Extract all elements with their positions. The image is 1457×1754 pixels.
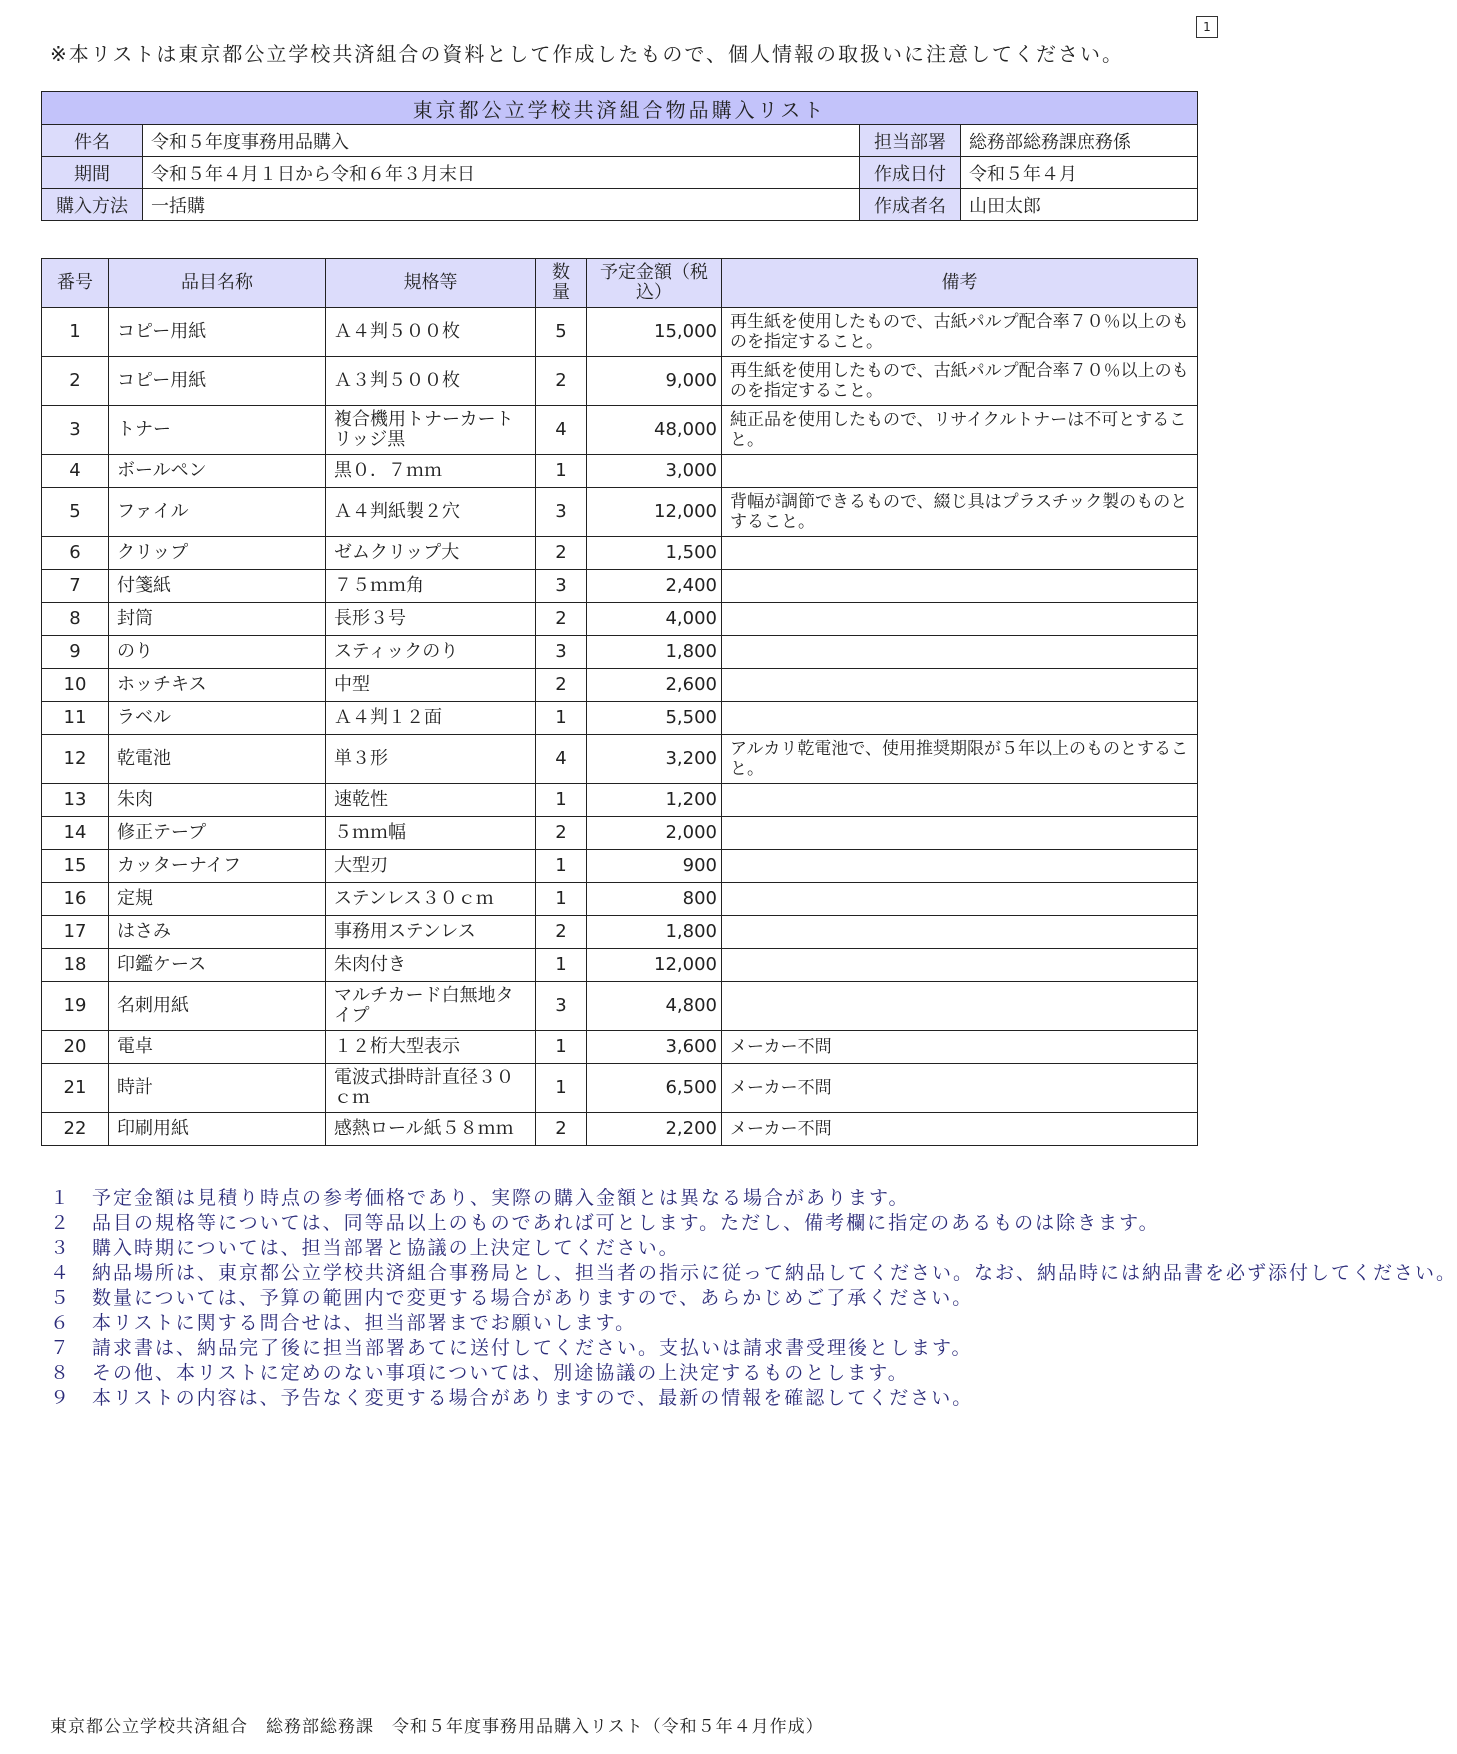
item-qty: 2 — [536, 916, 587, 949]
note-line: ４ 納品場所は、東京都公立学校共済組合事務局とし、担当者の指示に従って納品してください。なお、納品時には納品書を必ず添付してください。 — [50, 1262, 1457, 1284]
item-note: メーカー不問 — [722, 1113, 1198, 1146]
item-row — [42, 537, 1198, 570]
item-name: 乾電池 — [109, 735, 326, 784]
info-label: 購入方法 — [42, 189, 143, 221]
item-no: 4 — [42, 455, 109, 488]
item-row — [42, 735, 1198, 784]
item-name: カッターナイフ — [109, 850, 326, 883]
item-spec: マルチカード白無地タイプ — [326, 982, 536, 1031]
item-row — [42, 784, 1198, 817]
item-no: 15 — [42, 850, 109, 883]
item-spec: ７５ｍｍ角 — [326, 570, 536, 603]
info-row — [42, 189, 1198, 221]
item-no: 10 — [42, 669, 109, 702]
item-amount: 800 — [587, 883, 722, 916]
item-amount: 1,500 — [587, 537, 722, 570]
item-name: ラベル — [109, 702, 326, 735]
item-name: 朱肉 — [109, 784, 326, 817]
item-name: コピー用紙 — [109, 357, 326, 406]
item-amount: 3,000 — [587, 455, 722, 488]
item-row — [42, 982, 1198, 1031]
header-qty: 数量 — [536, 259, 587, 308]
item-name: 印鑑ケース — [109, 949, 326, 982]
item-no: 7 — [42, 570, 109, 603]
item-note — [722, 982, 1198, 1031]
item-row — [42, 883, 1198, 916]
item-spec: Ａ４判５００枚 — [326, 308, 536, 357]
top-note: ※本リストは東京都公立学校共済組合の資料として作成したもので、個人情報の取扱いに注意してください。 — [50, 42, 1124, 66]
item-amount: 2,200 — [587, 1113, 722, 1146]
item-qty: 2 — [536, 357, 587, 406]
info-row — [42, 157, 1198, 189]
header-note: 備考 — [722, 259, 1198, 308]
info-label: 件名 — [42, 125, 143, 157]
item-amount: 12,000 — [587, 949, 722, 982]
info-value: 令和５年４月 — [961, 157, 1198, 189]
item-spec: 大型刃 — [326, 850, 536, 883]
item-note — [722, 603, 1198, 636]
item-no: 6 — [42, 537, 109, 570]
item-note — [722, 702, 1198, 735]
item-spec: 事務用ステンレス — [326, 916, 536, 949]
item-amount: 48,000 — [587, 406, 722, 455]
item-qty: 2 — [536, 669, 587, 702]
note-line: ３ 購入時期については、担当部署と協議の上決定してください。 — [50, 1237, 680, 1259]
item-no: 16 — [42, 883, 109, 916]
item-no: 20 — [42, 1031, 109, 1064]
items-table — [41, 258, 1198, 1146]
item-spec: 速乾性 — [326, 784, 536, 817]
note-line: ２ 品目の規格等については、同等品以上のものであれば可とします。ただし、備考欄に指定のあるものは除きます。 — [50, 1212, 1160, 1234]
item-note: メーカー不問 — [722, 1064, 1198, 1113]
note-line: ５ 数量については、予算の範囲内で変更する場合がありますので、あらかじめご了承ください。 — [50, 1287, 974, 1309]
info-value: 令和５年度事務用品購入 — [143, 125, 860, 157]
item-note: 再生紙を使用したもので、古紙パルプ配合率７０％以上のものを指定すること。 — [722, 308, 1198, 357]
item-qty: 4 — [536, 406, 587, 455]
item-row — [42, 406, 1198, 455]
item-spec: 朱肉付き — [326, 949, 536, 982]
item-amount: 900 — [587, 850, 722, 883]
item-no: 21 — [42, 1064, 109, 1113]
item-name: 電卓 — [109, 1031, 326, 1064]
note-line: １ 予定金額は見積り時点の参考価格であり、実際の購入金額とは異なる場合があります。 — [50, 1187, 910, 1209]
item-amount: 1,200 — [587, 784, 722, 817]
item-name: ファイル — [109, 488, 326, 537]
item-row — [42, 636, 1198, 669]
item-spec: ステンレス３０ｃｍ — [326, 883, 536, 916]
item-qty: 3 — [536, 636, 587, 669]
item-qty: 3 — [536, 570, 587, 603]
item-qty: 1 — [536, 949, 587, 982]
item-name: 定規 — [109, 883, 326, 916]
item-note — [722, 537, 1198, 570]
item-row — [42, 570, 1198, 603]
items-header-row — [42, 259, 1198, 308]
footer: 東京都公立学校共済組合 総務部総務課 令和５年度事務用品購入リスト（令和５年４月作成） — [50, 1717, 824, 1737]
item-name: ホッチキス — [109, 669, 326, 702]
item-row — [42, 949, 1198, 982]
item-spec: Ａ３判５００枚 — [326, 357, 536, 406]
item-row — [42, 308, 1198, 357]
item-qty: 3 — [536, 488, 587, 537]
item-qty: 1 — [536, 784, 587, 817]
item-spec: 電波式掛時計直径３０ｃｍ — [326, 1064, 536, 1113]
info-value: 総務部総務課庶務係 — [961, 125, 1198, 157]
item-spec: 中型 — [326, 669, 536, 702]
page-number: 1 — [1196, 16, 1218, 38]
item-note — [722, 949, 1198, 982]
item-note — [722, 817, 1198, 850]
item-note — [722, 455, 1198, 488]
item-qty: 2 — [536, 603, 587, 636]
item-qty: 3 — [536, 982, 587, 1031]
item-amount: 2,600 — [587, 669, 722, 702]
notes — [50, 1186, 1457, 1411]
info-label: 担当部署 — [860, 125, 961, 157]
item-name: 印刷用紙 — [109, 1113, 326, 1146]
item-amount: 3,200 — [587, 735, 722, 784]
header-amount: 予定金額（税込） — [587, 259, 722, 308]
header-no: 番号 — [42, 259, 109, 308]
item-note — [722, 916, 1198, 949]
info-table — [41, 91, 1198, 221]
item-amount: 4,000 — [587, 603, 722, 636]
item-qty: 1 — [536, 1064, 587, 1113]
item-note: 純正品を使用したもので、リサイクルトナーは不可とすること。 — [722, 406, 1198, 455]
item-qty: 1 — [536, 883, 587, 916]
item-amount: 2,400 — [587, 570, 722, 603]
item-no: 9 — [42, 636, 109, 669]
item-amount: 2,000 — [587, 817, 722, 850]
item-amount: 15,000 — [587, 308, 722, 357]
item-no: 12 — [42, 735, 109, 784]
item-name: はさみ — [109, 916, 326, 949]
item-no: 3 — [42, 406, 109, 455]
item-qty: 1 — [536, 1031, 587, 1064]
item-spec: 長形３号 — [326, 603, 536, 636]
item-no: 22 — [42, 1113, 109, 1146]
item-name: 付箋紙 — [109, 570, 326, 603]
item-no: 14 — [42, 817, 109, 850]
item-amount: 1,800 — [587, 916, 722, 949]
item-spec: ゼムクリップ大 — [326, 537, 536, 570]
item-qty: 2 — [536, 1113, 587, 1146]
item-qty: 1 — [536, 455, 587, 488]
item-no: 2 — [42, 357, 109, 406]
item-note: 再生紙を使用したもので、古紙パルプ配合率７０％以上のものを指定すること。 — [722, 357, 1198, 406]
item-row — [42, 669, 1198, 702]
item-row — [42, 455, 1198, 488]
item-row — [42, 817, 1198, 850]
item-amount: 3,600 — [587, 1031, 722, 1064]
item-name: クリップ — [109, 537, 326, 570]
item-spec: ５ｍｍ幅 — [326, 817, 536, 850]
item-amount: 1,800 — [587, 636, 722, 669]
item-name: 修正テープ — [109, 817, 326, 850]
item-note — [722, 570, 1198, 603]
info-value: 山田太郎 — [961, 189, 1198, 221]
item-note — [722, 669, 1198, 702]
info-label: 作成者名 — [860, 189, 961, 221]
info-label: 作成日付 — [860, 157, 961, 189]
item-row — [42, 702, 1198, 735]
item-row — [42, 357, 1198, 406]
item-note — [722, 636, 1198, 669]
item-amount: 6,500 — [587, 1064, 722, 1113]
info-table-title: 東京都公立学校共済組合物品購入リスト — [42, 92, 1198, 125]
item-qty: 5 — [536, 308, 587, 357]
item-note: メーカー不問 — [722, 1031, 1198, 1064]
item-name: トナー — [109, 406, 326, 455]
item-no: 18 — [42, 949, 109, 982]
item-spec: 単３形 — [326, 735, 536, 784]
item-qty: 1 — [536, 850, 587, 883]
item-note — [722, 883, 1198, 916]
item-name: 時計 — [109, 1064, 326, 1113]
info-value: 令和５年４月１日から令和６年３月末日 — [143, 157, 860, 189]
item-amount: 4,800 — [587, 982, 722, 1031]
info-value: 一括購 — [143, 189, 860, 221]
item-no: 17 — [42, 916, 109, 949]
item-row — [42, 1064, 1198, 1113]
item-row — [42, 603, 1198, 636]
item-row — [42, 916, 1198, 949]
item-note — [722, 850, 1198, 883]
item-note: アルカリ乾電池で、使用推奨期限が５年以上のものとすること。 — [722, 735, 1198, 784]
item-spec: 感熱ロール紙５８ｍｍ — [326, 1113, 536, 1146]
item-spec: Ａ４判１２面 — [326, 702, 536, 735]
item-row — [42, 1113, 1198, 1146]
item-spec: 複合機用トナーカートリッジ黒 — [326, 406, 536, 455]
item-spec: Ａ４判紙製２穴 — [326, 488, 536, 537]
note-line: ７ 請求書は、納品完了後に担当部署あてに送付してください。支払いは請求書受理後とします。 — [50, 1337, 973, 1359]
item-spec: スティックのり — [326, 636, 536, 669]
item-no: 1 — [42, 308, 109, 357]
header-spec: 規格等 — [326, 259, 536, 308]
item-spec: １２桁大型表示 — [326, 1031, 536, 1064]
item-note: 背幅が調節できるもので、綴じ具はプラスチック製のものとすること。 — [722, 488, 1198, 537]
item-name: 名刺用紙 — [109, 982, 326, 1031]
item-name: のり — [109, 636, 326, 669]
header-name: 品目名称 — [109, 259, 326, 308]
item-no: 5 — [42, 488, 109, 537]
item-qty: 4 — [536, 735, 587, 784]
item-amount: 12,000 — [587, 488, 722, 537]
items-body — [42, 308, 1198, 1146]
info-label: 期間 — [42, 157, 143, 189]
item-row — [42, 850, 1198, 883]
note-line: ８ その他、本リストに定めのない事項については、別途協議の上決定するものとします。 — [50, 1362, 909, 1384]
item-amount: 9,000 — [587, 357, 722, 406]
item-name: コピー用紙 — [109, 308, 326, 357]
item-no: 8 — [42, 603, 109, 636]
item-name: 封筒 — [109, 603, 326, 636]
item-name: ボールペン — [109, 455, 326, 488]
item-no: 13 — [42, 784, 109, 817]
item-qty: 2 — [536, 537, 587, 570]
item-no: 11 — [42, 702, 109, 735]
item-qty: 1 — [536, 702, 587, 735]
info-row — [42, 125, 1198, 157]
note-line: ９ 本リストの内容は、予告なく変更する場合がありますので、最新の情報を確認してください。 — [50, 1387, 974, 1409]
note-line: ６ 本リストに関する問合せは、担当部署までお願いします。 — [50, 1312, 637, 1334]
item-amount: 5,500 — [587, 702, 722, 735]
item-no: 19 — [42, 982, 109, 1031]
item-row — [42, 488, 1198, 537]
item-qty: 2 — [536, 817, 587, 850]
item-note — [722, 784, 1198, 817]
item-row — [42, 1031, 1198, 1064]
item-spec: 黒０．７ｍｍ — [326, 455, 536, 488]
